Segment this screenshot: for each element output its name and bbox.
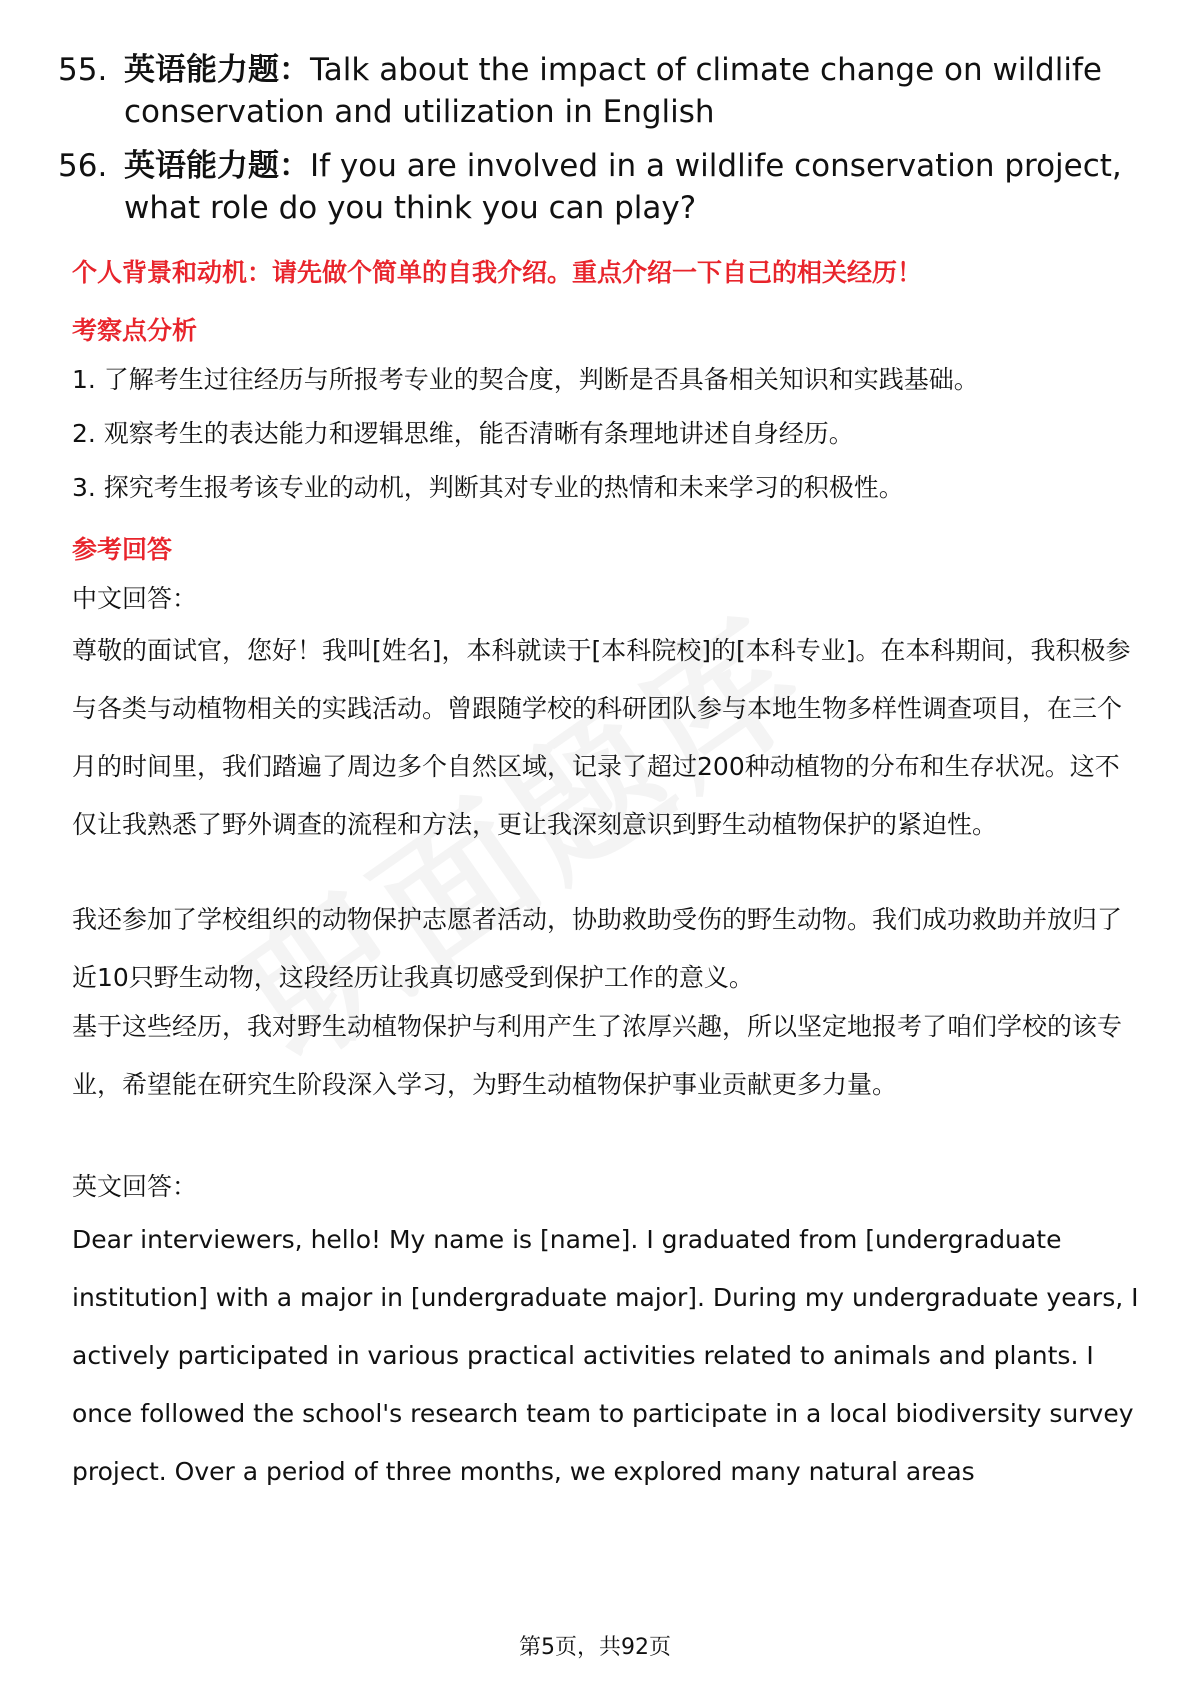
chinese-answer-paragraph: 我还参加了学校组织的动物保护志愿者活动，协助救助受伤的野生动物。我们成功救助并放归了近10只野生动物，这段经历让我真切感受到保护工作的意义。	[72, 905, 1123, 992]
question-number: 55.	[58, 52, 108, 88]
question-tag: 英语能力题：	[124, 148, 310, 184]
question-55	[58, 49, 1128, 133]
analysis-item: 2. 观察考生的表达能力和逻辑思维，能否清晰有条理地讲述自身经历。	[72, 419, 854, 448]
analysis-item: 1. 了解考生过往经历与所报考专业的契合度，判断是否具备相关知识和实践基础。	[72, 365, 979, 394]
section-title: 个人背景和动机：请先做个简单的自我介绍。重点介绍一下自己的相关经历！	[72, 258, 923, 287]
question-text: Talk about the impact of climate change on wildlife conservation and utilization in English	[124, 52, 1102, 130]
english-answer-paragraph: Dear interviewers, hello! My name is [name]. I graduated from [undergraduate institution] with a major in [undergraduate major]. During my undergraduate years, I actively participated in various practical activities related to animals and plants. I once followed the school's research team to participate in a local biodiversity survey project. Over a period of three months, we explored many natural areas	[72, 1225, 1139, 1486]
chinese-answer-paragraph: 尊敬的面试官，您好！我叫[姓名]，本科就读于[本科院校]的[本科专业]。在本科期间，我积极参与各类与动植物相关的实践活动。曾跟随学校的科研团队参与本地生物多样性调查项目，在三个月的时间里，我们踏遍了周边多个自然区域，记录了超过200种动植物的分布和生存状况。这不仅让我熟悉了野外调查的流程和方法，更让我深刻意识到野生动植物保护的紧迫性。	[72, 636, 1131, 839]
question-56	[58, 145, 1128, 229]
analysis-item: 3. 探究考生报考该专业的动机，判断其对专业的热情和未来学习的积极性。	[72, 473, 904, 502]
page-footer: 第5页，共92页	[519, 1635, 671, 1660]
analysis-heading: 考察点分析	[72, 316, 198, 345]
question-tag: 英语能力题：	[124, 52, 310, 88]
question-text: If you are involved in a wildlife conservation project, what role do you think you can play?	[124, 148, 1122, 226]
chinese-answer-paragraph: 基于这些经历，我对野生动植物保护与利用产生了浓厚兴趣，所以坚定地报考了咱们学校的该专业，希望能在研究生阶段深入学习，为野生动植物保护事业贡献更多力量。	[72, 1012, 1123, 1099]
question-number: 56.	[58, 148, 108, 184]
english-answer-label: 英文回答：	[72, 1172, 198, 1201]
question-body	[124, 145, 1128, 229]
chinese-answer-label: 中文回答：	[72, 584, 198, 613]
question-body	[124, 49, 1128, 133]
reference-heading: 参考回答	[72, 535, 173, 564]
